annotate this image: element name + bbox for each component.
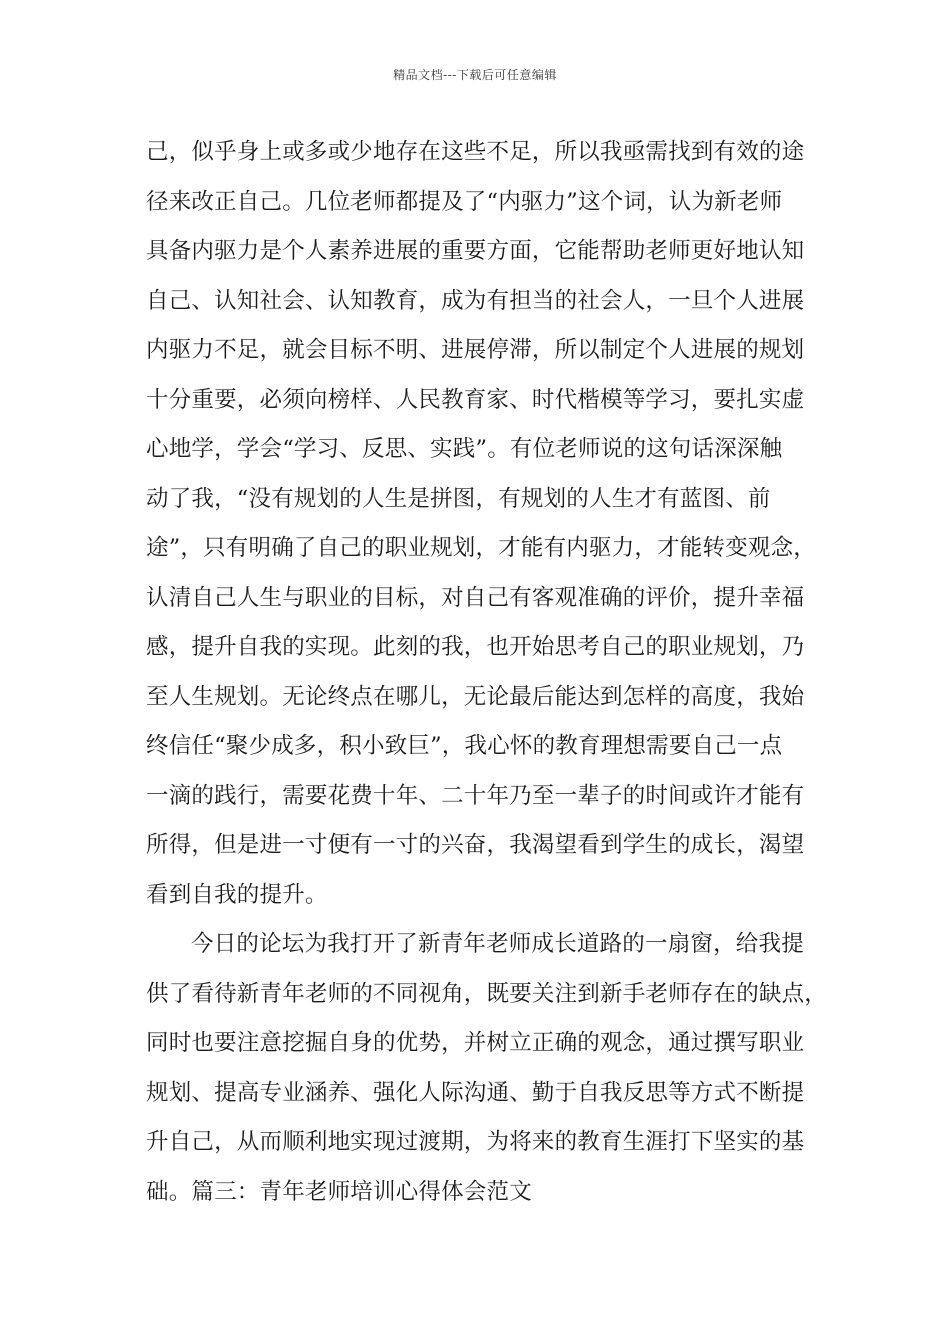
text-line: 所得，但是进一寸便有一寸的兴奋，我渴望看到学生的成长，渴望 [146, 832, 805, 858]
text-line: 自己、认知社会、认知教育，成为有担当的社会人，一旦个人进展 [146, 287, 805, 314]
text-line: 至人生规划。无论终点在哪儿，无论最后能达到怎样的高度，我始 [146, 683, 805, 710]
text-line: 具备内驱力是个人素养进展的重要方面，它能帮助老师更好地认知 [146, 238, 805, 264]
text-line: 认清自己人生与职业的目标，对自己有客观准确的评价，提升幸福 [146, 584, 805, 611]
page-header: 精品文档---下载后可任意编辑 [393, 68, 557, 82]
text-line: 供了看待新青年老师的不同视角，既要关注到新手老师存在的缺点， [146, 980, 828, 1007]
text-line: 十分重要，必须向榜样、人民教育家、时代楷模等学习，要扎实虚 [146, 386, 805, 413]
paragraph [146, 920, 828, 1217]
text-line: 一滴的践行，需要花费十年、二十年乃至一辈子的时间或许才能有 [146, 782, 805, 809]
text-line: 途”，只有明确了自己的职业规划，才能有内驱力，才能转变观念， [146, 535, 817, 561]
paragraph [146, 128, 817, 920]
text-line: 己，似乎身上或多或少地存在这些不足，所以我亟需找到有效的途 [146, 139, 805, 165]
text-line: 内驱力不足，就会目标不明、进展停滞，所以制定个人进展的规划 [146, 337, 805, 363]
text-line: 动了我，“没有规划的人生是拼图，有规划的人生才有蓝图、前 [146, 485, 771, 512]
text-line: 感，提升自我的实现。此刻的我，也开始思考自己的职业规划，乃 [146, 634, 805, 660]
text-line: 心地学，学会“学习、反思、实践”。有位老师说的这句话深深触 [146, 436, 783, 462]
text-line: 同时也要注意挖掘自身的优势，并树立正确的观念，通过撰写职业 [146, 1030, 805, 1056]
text-line: 终信任“聚少成多，积小致巨”，我心怀的教育理想需要自己一点 [146, 733, 783, 759]
text-line: 今日的论坛为我打开了新青年老师成长道路的一扇窗，给我提 [191, 931, 804, 957]
text-line: 规划、提高专业涵养、强化人际沟通、勤于自我反思等方式不断提 [146, 1079, 805, 1106]
text-line: 看到自我的提升。 [146, 881, 328, 908]
text-line: 升自己，从而顺利地实现过渡期，为将来的教育生涯打下坚实的基 [146, 1129, 805, 1155]
document-body [146, 128, 828, 1217]
text-line: 础。篇三：青年老师培训心得体会范文 [146, 1178, 532, 1205]
text-line: 径来改正自己。几位老师都提及了“内驱力”这个词，认为新老师 [146, 188, 783, 215]
